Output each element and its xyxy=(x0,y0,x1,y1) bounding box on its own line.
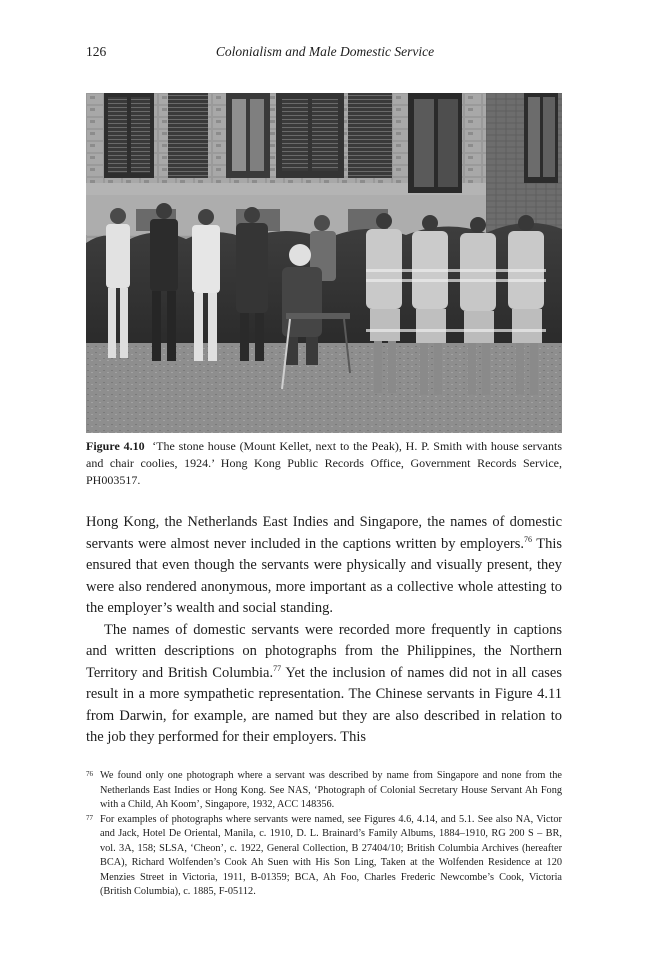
footnote-mark: 76 xyxy=(86,770,93,778)
footnote-77 xyxy=(86,813,562,900)
footnote-text: We found only one photograph where a servant was described by name from Singapore and none from the Netherlands East Indies or Hong Kong. See NAS, ‘Photograph of Colonial Secretary House Servant Ah Fong with a Child, Ah Koom’, Singapore, 1932, ACC 148356. xyxy=(100,770,562,810)
footnote-ref-77[interactable]: 77 xyxy=(273,663,282,673)
footnote-mark: 77 xyxy=(86,813,93,822)
paragraph-1-part-b: This ensured that even though the servants were physically and visually present, they were also rendered anonymous, more important as a collective whole attesting to the employer’s wealth and social standing. xyxy=(86,535,562,616)
figure-caption-text: ‘The stone house (Mount Kellet, next to the Peak), H. P. Smith with house servants and chair coolies, 1924.’ Hong Kong Public Records Office, Government Records Service, PH003517. xyxy=(86,439,562,487)
paragraph-2-part-a: The names of domestic servants were recorded more frequently in captions and written descriptions on photographs from the Philippines, the Northern Territory and British Columbia. xyxy=(86,621,562,681)
paragraph-2 xyxy=(86,620,562,749)
figure-caption xyxy=(86,438,562,489)
paragraph-1 xyxy=(86,512,562,620)
footnotes xyxy=(86,769,562,900)
paragraph-2-part-b: Yet the inclusion of names did not in all cases result in a more sympathetic representation. The Chinese servants in Figure 4.11 from Darwin, for example, are named but they are also described in relation to the job they performed for their employers. This xyxy=(86,664,562,745)
body-text xyxy=(86,512,562,749)
figure-photograph xyxy=(86,93,562,433)
running-header xyxy=(86,44,564,64)
footnote-ref-76[interactable]: 76 xyxy=(524,534,533,544)
footnote-76 xyxy=(86,769,562,813)
figure-label: Figure 4.10 xyxy=(86,439,145,453)
page-number: 126 xyxy=(86,44,107,59)
running-title: Colonialism and Male Domestic Service xyxy=(215,44,435,59)
paragraph-1-part-a: Hong Kong, the Netherlands East Indies and Singapore, the names of domestic servants were almost never included in the captions written by employers. xyxy=(86,514,562,552)
footnote-text: For examples of photographs where servants were named, see Figures 4.6, 4.14, and 5.1. See also NA, Victor and Jack, Hotel De Oriental, Manila, c. 1910, D. L. Brainard’s Family Albums, 1884–1910, RG 200 S – BR, vol. 3A, 158; SLSA, ‘Cheon’, c. 1922, General Collection, B 27404/10; British Columbia Archives (hereafter BCA), Richard Wolfenden’s Cook Ah Suen with His Son Ling, Taken at the Wolfenden Residence at 120 Menzies Street in Victoria, 1911, B-01359; BCA, Ah Foo, Charles Frederic Newcombe’s Cook, Victoria (British Columbia), c. 1885, F-05112. xyxy=(100,813,562,897)
